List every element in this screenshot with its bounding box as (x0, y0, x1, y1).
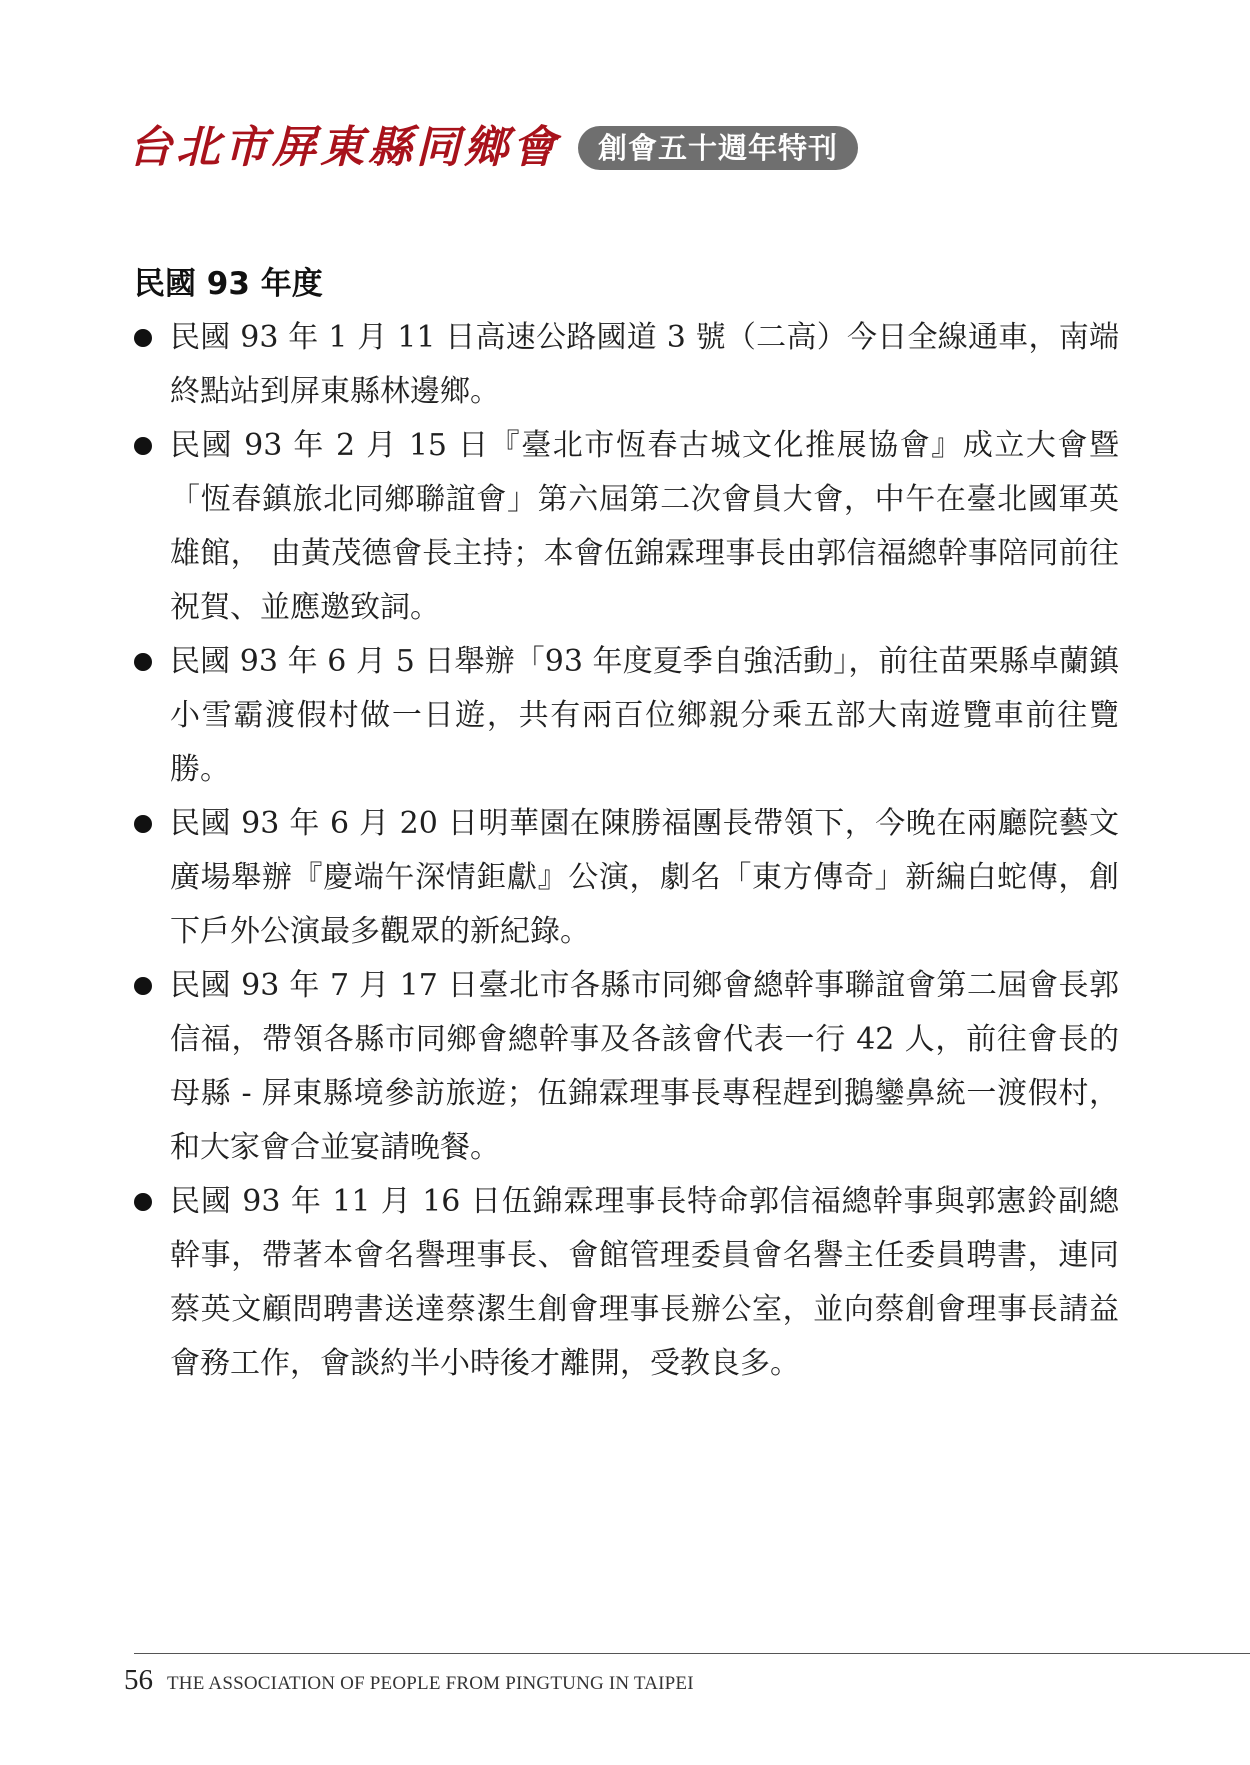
list-item (134, 959, 1119, 1175)
event-text: 民國 93 年 1 月 11 日高速公路國道 3 號（二高）今日全線通車，南端終點站到屏東縣林邊鄉。 (170, 320, 1119, 409)
list-item (134, 311, 1119, 419)
list-item (134, 635, 1119, 797)
page-footer (124, 1664, 694, 1697)
bullet-icon (134, 815, 152, 833)
bullet-icon (134, 437, 152, 455)
page-header (128, 118, 858, 178)
page-number: 56 (124, 1664, 153, 1696)
event-text: 民國 93 年 11 月 16 日伍錦霖理事長特命郭信福總幹事與郭憲鈴副總幹事，帶著本會名譽理事長、會館管理委員會名譽主任委員聘書，連同蔡英文顧問聘書送達蔡潔生創會理事長辦公室，並向蔡創會理事長請益會務工作，會談約半小時後才離開，受教良多。 (170, 1184, 1119, 1381)
event-text: 民國 93 年 2 月 15 日『臺北市恆春古城文化推展協會』成立大會暨「恆春鎮旅北同鄉聯誼會」第六屆第二次會員大會，中午在臺北國軍英雄館， 由黃茂德會長主持；本會伍錦霖理事長由郭信福總幹事陪同前往祝賀、並應邀致詞。 (170, 428, 1119, 625)
section-heading: 民國 93 年度 (134, 266, 323, 302)
event-text: 民國 93 年 6 月 5 日舉辦「93 年度夏季自強活動」，前往苗栗縣卓蘭鎮小雪霸渡假村做一日遊，共有兩百位鄉親分乘五部大南遊覽車前往覽勝。 (170, 644, 1119, 787)
bullet-icon (134, 329, 152, 347)
special-issue-badge: 創會五十週年特刊 (578, 126, 858, 170)
event-text: 民國 93 年 7 月 17 日臺北市各縣市同鄉會總幹事聯誼會第二屆會長郭信福，帶領各縣市同鄉會總幹事及各該會代表一行 42 人，前往會長的母縣 - 屏東縣境參訪旅遊；伍錦霖理事長專程趕到鵝鑾鼻統一渡假村，和大家會合並宴請晚餐。 (170, 968, 1119, 1165)
bullet-icon (134, 653, 152, 671)
list-item (134, 797, 1119, 959)
event-list (134, 311, 1119, 1391)
main-content (134, 257, 1119, 1391)
bullet-icon (134, 977, 152, 995)
list-item (134, 1175, 1119, 1391)
footer-divider (134, 1653, 1250, 1654)
association-logotype: 台北市屏東縣同鄉會 (128, 122, 560, 173)
event-text: 民國 93 年 6 月 20 日明華園在陳勝福團長帶領下，今晚在兩廳院藝文廣場舉辦『慶端午深情鉅獻』公演，劇名「東方傳奇」新編白蛇傳，創下戶外公演最多觀眾的新紀錄。 (170, 806, 1119, 949)
publication-name: THE ASSOCIATION OF PEOPLE FROM PINGTUNG IN TAIPEI (167, 1673, 694, 1694)
bullet-icon (134, 1193, 152, 1211)
list-item (134, 419, 1119, 635)
